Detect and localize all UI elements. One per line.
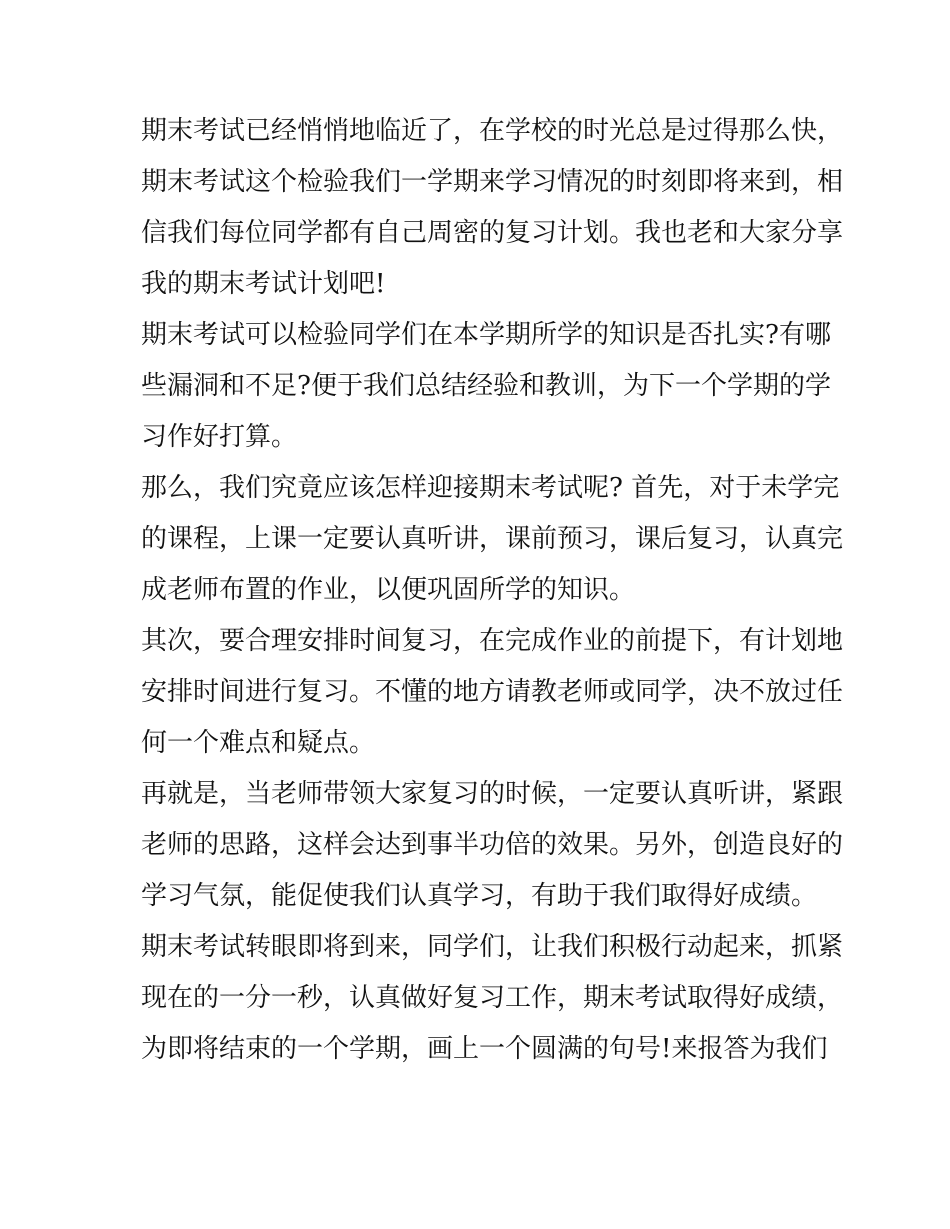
text-line: 期末考试这个检验我们一学期来学习情况的时刻即将来到，相 (141, 167, 844, 197)
text-line: 安排时间进行复习。不懂的地方请教老师或同学，决不放过任 (141, 677, 844, 707)
text-line: 我的期末考试计划吧! (141, 269, 386, 299)
text-line: 期末考试已经悄悄地临近了，在学校的时光总是过得那么快， (141, 116, 844, 146)
text-line: 信我们每位同学都有自己周密的复习计划。我也老和大家分享 (141, 218, 844, 248)
text-line: 再就是，当老师带领大家复习的时候，一定要认真听讲，紧跟 (141, 779, 844, 809)
text-line: 学习气氛，能促使我们认真学习，有助于我们取得好成绩。 (141, 881, 818, 911)
text-line: 老师的思路，这样会达到事半功倍的效果。另外，创造良好的 (141, 830, 844, 860)
text-line: 的课程，上课一定要认真听讲，课前预习，课后复习，认真完 (141, 524, 844, 554)
text-line: 期末考试可以检验同学们在本学期所学的知识是否扎实?有哪 (141, 320, 831, 350)
text-line: 期末考试转眼即将到来，同学们，让我们积极行动起来，抓紧 (141, 932, 844, 962)
text-line: 习作好打算。 (141, 422, 298, 452)
text-line: 现在的一分一秒，认真做好复习工作，期末考试取得好成绩， (141, 983, 844, 1013)
text-line: 其次，要合理安排时间复习，在完成作业的前提下，有计划地 (141, 626, 844, 656)
text-line: 何一个难点和疑点。 (141, 728, 376, 758)
text-line: 些漏洞和不足?便于我们总结经验和教训，为下一个学期的学 (141, 371, 831, 401)
text-line: 那么，我们究竟应该怎样迎接期末考试呢? 首先，对于未学完 (141, 473, 840, 503)
text-line: 成老师布置的作业，以便巩固所学的知识。 (141, 575, 636, 605)
text-line: 为即将结束的一个学期，画上一个圆满的句号!来报答为我们 (141, 1034, 828, 1064)
body-text (141, 106, 844, 1075)
